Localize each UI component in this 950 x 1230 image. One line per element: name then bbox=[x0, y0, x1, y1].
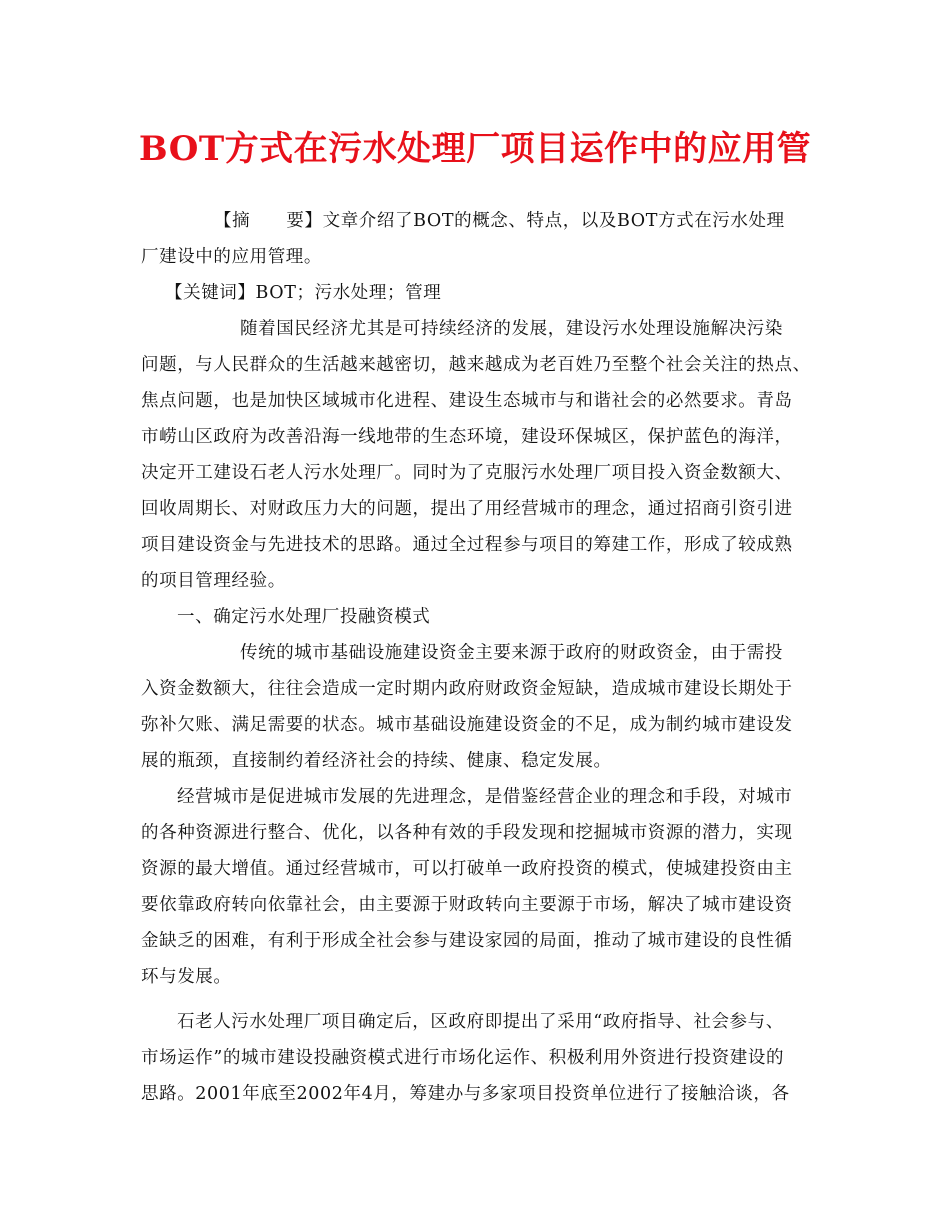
paragraph-line: 市场运作”的城市建设投融资模式进行市场化运作、积极利用外资进行投资建设的 bbox=[141, 1048, 785, 1068]
paragraph-line: 入资金数额大，往往会造成一定时期内政府财政资金短缺，造成城市建设长期处于 bbox=[141, 679, 793, 699]
abstract-line: 【摘 要】文章介绍了BOT的概念、特点，以及BOT方式在污水处理 bbox=[214, 211, 785, 231]
paragraph-line: 环与发展。 bbox=[141, 967, 232, 987]
document-title: BOT方式在污水处理厂项目运作中的应用管 bbox=[138, 129, 812, 169]
paragraph-line: 的各种资源进行整合、优化，以各种有效的手段发现和挖掘城市资源的潜力，实现 bbox=[141, 823, 793, 843]
paragraph-line: 展的瓶颈，直接制约着经济社会的持续、健康、稳定发展。 bbox=[141, 751, 612, 771]
section-heading: 一、确定污水处理厂投融资模式 bbox=[177, 607, 431, 627]
paragraph-line: 弥补欠账、满足需要的状态。城市基础设施建设资金的不足，成为制约城市建设发 bbox=[141, 715, 793, 735]
paragraph-line: 思路。2001年底至2002年4月，筹建办与多家项目投资单位进行了接触洽谈，各 bbox=[141, 1084, 790, 1104]
paragraph-line: 焦点问题，也是加快区域城市化进程、建设生态城市与和谐社会的必然要求。青岛 bbox=[141, 391, 793, 411]
paragraph-line: 石老人污水处理厂项目确定后，区政府即提出了采用“政府指导、社会参与、 bbox=[177, 1012, 784, 1032]
paragraph-line: 的项目管理经验。 bbox=[141, 571, 286, 591]
paragraph-line: 市崂山区政府为改善沿海一线地带的生态环境，建设环保城区，保护蓝色的海洋， bbox=[141, 427, 793, 447]
paragraph-line: 资源的最大增值。通过经营城市，可以打破单一政府投资的模式，使城建投资由主 bbox=[141, 859, 793, 879]
paragraph-line: 决定开工建设石老人污水处理厂。同时为了克服污水处理厂项目投入资金数额大、 bbox=[141, 463, 793, 483]
paragraph-line: 项目建设资金与先进技术的思路。通过全过程参与项目的筹建工作，形成了较成熟 bbox=[141, 535, 793, 555]
paragraph-line: 回收周期长、对财政压力大的问题，提出了用经营城市的理念，通过招商引资引进 bbox=[141, 499, 793, 519]
paragraph-line: 要依靠政府转向依靠社会，由主要源于财政转向主要源于市场，解决了城市建设资 bbox=[141, 895, 793, 915]
paragraph-line: 金缺乏的困难，有利于形成全社会参与建设家园的局面，推动了城市建设的良性循 bbox=[141, 931, 793, 951]
keywords-line: 【关键词】BOT；污水处理；管理 bbox=[165, 283, 442, 303]
paragraph-line: 问题，与人民群众的生活越来越密切，越来越成为老百姓乃至整个社会关注的热点、 bbox=[141, 355, 811, 375]
abstract-line: 厂建设中的应用管理。 bbox=[141, 247, 322, 267]
paragraph-line: 经营城市是促进城市发展的先进理念，是借鉴经营企业的理念和手段，对城市 bbox=[177, 787, 793, 807]
paragraph-line: 随着国民经济尤其是可持续经济的发展，建设污水处理设施解决污染 bbox=[240, 319, 783, 339]
paragraph-line: 传统的城市基础设施建设资金主要来源于政府的财政资金，由于需投 bbox=[240, 643, 783, 663]
